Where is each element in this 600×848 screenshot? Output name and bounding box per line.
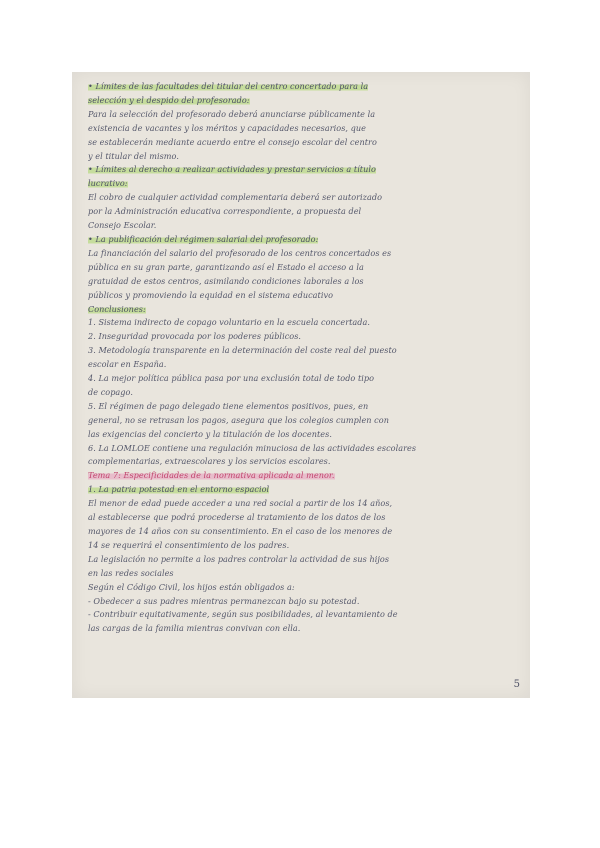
body-line: El menor de edad puede acceder a una red social a partir de los 14 años, <box>88 498 393 509</box>
section-heading <box>88 177 518 191</box>
section-conclusiones <box>88 303 518 470</box>
section-heading <box>88 163 518 177</box>
body-line: existencia de vacantes y los méritos y capacidades necesarios, que <box>88 122 367 133</box>
heading-line: • Límites de las facultades del titular del centro concertado para la <box>88 81 369 91</box>
section-heading <box>88 233 518 247</box>
heading-line: • Límites al derecho a realizar actividades y prestar servicios a título <box>88 164 376 175</box>
list-item: complementarias, extraescolares y los servicios escolares. <box>88 456 331 467</box>
list-item: general, no se retrasan los pagos, asegura que los colegios cumplen con <box>88 414 389 425</box>
body-line: por la Administración educativa correspondiente, a propuesta del <box>88 206 362 217</box>
section-actividades-lucrativas <box>88 163 518 233</box>
body-line: La financiación del salario del profesorado de los centros concertados es <box>88 247 392 258</box>
heading-line: • La publificación del régimen salarial del profesorado: <box>88 233 319 244</box>
body-line: en las redes sociales <box>88 567 174 578</box>
heading-line: lucrativo: <box>88 178 128 189</box>
section-heading <box>88 80 518 94</box>
section-selection-despido <box>88 80 518 163</box>
body-line: El cobro de cualquier actividad complementaria deberá ser autorizado <box>88 192 383 203</box>
body-line: pública en su gran parte, garantizando así el Estado el acceso a la <box>88 261 364 272</box>
body-line: al establecerse que podrá procederse al tratamiento de los datos de los <box>88 512 386 523</box>
list-item: 4. La mejor política pública pasa por una exclusión total de todo tipo <box>88 373 375 384</box>
page-content <box>88 80 518 636</box>
section-tema-7 <box>88 469 518 636</box>
body-line: Consejo Escolar. <box>88 220 157 231</box>
list-item: 5. El régimen de pago delegado tiene elementos positivos, pues, en <box>88 400 369 411</box>
list-item: 3. Metodología transparente en la determinación del coste real del puesto <box>88 345 397 356</box>
body-line: se establecerán mediante acuerdo entre el consejo escolar del centro <box>88 136 377 147</box>
heading-line: Conclusiones: <box>88 303 146 314</box>
list-item: las exigencias del concierto y la titulación de los docentes. <box>88 428 332 439</box>
list-item: - Obedecer a sus padres mientras permanezcan bajo su potestad. <box>88 595 360 606</box>
section-heading <box>88 94 518 108</box>
list-item: las cargas de la familia mientras convivan con ella. <box>88 623 301 634</box>
body-line: La legislación no permite a los padres controlar la actividad de sus hijos <box>88 553 390 564</box>
body-line: públicos y promoviendo la equidad en el sistema educativo <box>88 289 334 300</box>
topic-title-text: Tema 7: Especificidades de la normativa aplicada al menor. <box>88 470 335 481</box>
list-item: 2. Inseguridad provocada por los poderes públicos. <box>88 331 302 342</box>
heading-line: 1. La patria potestad en el entorno espaciol <box>88 484 270 495</box>
heading-line: selección y el despido del profesorado: <box>88 94 250 105</box>
notebook-page <box>72 72 530 698</box>
body-line: Según el Código Civil, los hijos están obligados a: <box>88 581 295 592</box>
body-line: y el titular del mismo. <box>88 150 179 161</box>
list-item: 1. Sistema indirecto de copago voluntario en la escuela concertada. <box>88 317 371 328</box>
body-line: gratuidad de estos centros, asimilando condiciones laborales a los <box>88 275 364 286</box>
section-heading <box>88 303 518 317</box>
body-line: Para la selección del profesorado deberá anunciarse públicamente la <box>88 108 376 119</box>
section-heading <box>88 483 518 497</box>
page-number: 5 <box>513 679 520 690</box>
list-item: 6. La LOMLOE contiene una regulación minuciosa de las actividades escolares <box>88 442 417 453</box>
list-item: - Contribuir equitativamente, según sus posibilidades, al levantamiento de <box>88 609 398 620</box>
list-item: de copago. <box>88 386 133 397</box>
body-line: mayores de 14 años con su consentimiento. En el caso de los menores de <box>88 526 393 536</box>
section-regimen-salarial <box>88 233 518 303</box>
body-line: 14 se requerirá el consentimiento de los padres. <box>88 539 290 550</box>
list-item: escolar en España. <box>88 359 167 370</box>
topic-title <box>88 469 518 483</box>
